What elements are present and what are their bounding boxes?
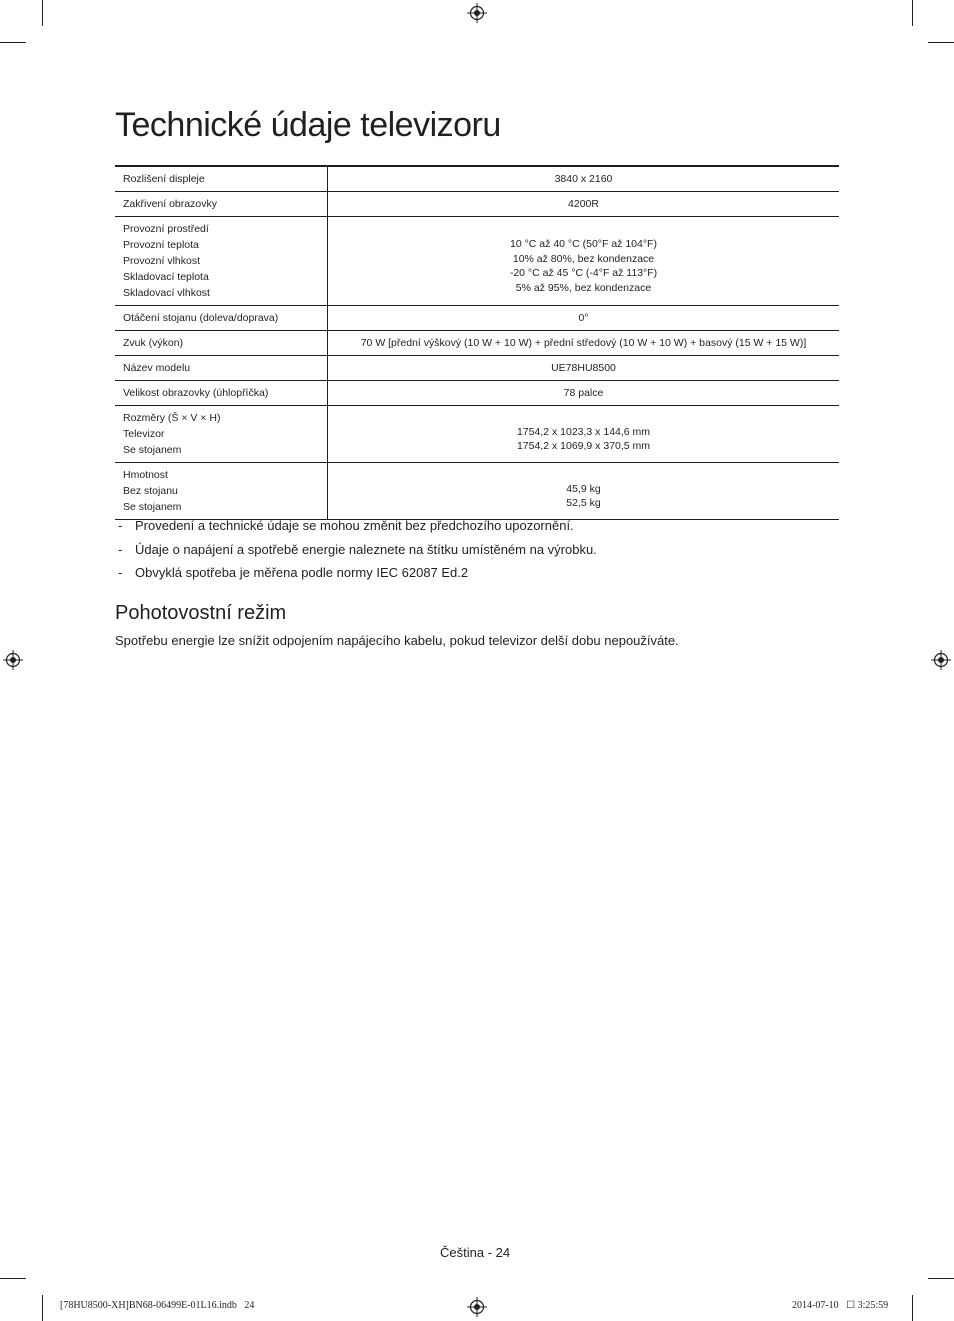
spec-value: 3840 x 2160 xyxy=(554,172,613,185)
crop-mark-top-left xyxy=(0,42,26,43)
table-row xyxy=(115,331,839,356)
spec-label: Skladovací teplota xyxy=(123,271,209,283)
spec-label-cell xyxy=(115,381,328,406)
spec-value-cell xyxy=(328,192,840,217)
note-text: Provedení a technické údaje se mohou změnit bez předchozího upozornění. xyxy=(135,518,574,533)
spec-value: 45,9 kg xyxy=(566,482,601,495)
table-row xyxy=(115,356,839,381)
registration-mark-icon xyxy=(3,650,23,670)
crop-mark-top-right xyxy=(928,42,954,43)
spec-label-cell xyxy=(115,217,328,306)
spec-label: Hmotnost xyxy=(123,469,168,481)
spec-label-cell xyxy=(115,192,328,217)
dash-bullet: - xyxy=(118,565,123,580)
list-item xyxy=(115,563,597,587)
spec-value: 0° xyxy=(578,311,589,324)
spec-value-cell xyxy=(328,306,840,331)
spec-value: 78 palce xyxy=(563,386,604,399)
dash-bullet: - xyxy=(118,541,123,557)
spec-value-cell xyxy=(328,217,840,306)
spec-value: 52,5 kg xyxy=(566,497,601,509)
spec-value: UE78HU8500 xyxy=(551,361,616,374)
spec-label-cell xyxy=(115,406,328,463)
crop-mark-bottom-right xyxy=(912,1295,913,1321)
crop-mark-bottom-left xyxy=(0,1278,26,1279)
spec-label: Provozní vlhkost xyxy=(123,255,201,267)
registration-mark-icon xyxy=(467,3,487,23)
footer-timestamp: 2014-07-10 ☐ 3:25:59 xyxy=(792,1300,889,1311)
section-text: Spotřebu energie lze snížit odpojením napájecího kabelu, pokud televizor delší dobu nepoužíváte. xyxy=(115,633,679,648)
spec-label: Otáčení stojanu (doleva/doprava) xyxy=(123,312,279,324)
section-title: Pohotovostní režim xyxy=(115,602,287,624)
table-row xyxy=(115,406,839,463)
spec-label: Televizor xyxy=(123,428,165,440)
table-row xyxy=(115,306,839,331)
table-row xyxy=(115,166,839,192)
spec-value: 5% až 95%, bez kondenzace xyxy=(515,281,652,294)
spec-value: 1754,2 x 1023,3 x 144,6 mm xyxy=(516,425,651,438)
crop-mark-bottom-right xyxy=(928,1278,954,1279)
spec-value-cell xyxy=(328,406,840,463)
spec-label-cell xyxy=(115,331,328,356)
spec-value: -20 °C až 45 °C (-4°F až 113°F) xyxy=(509,267,658,279)
spec-label: Velikost obrazovky (úhlopříčka) xyxy=(123,387,269,399)
note-text: Údaje o napájení a spotřebě energie naleznete na štítku umístěném na výrobku. xyxy=(135,541,597,557)
note-text: Obvyklá spotřeba je měřena podle normy IEC 62087 Ed.2 xyxy=(135,565,469,580)
spec-value-cell xyxy=(328,166,840,192)
spec-label: Zakřivení obrazovky xyxy=(123,198,217,210)
crop-mark-top-left xyxy=(42,0,43,26)
spec-label: Název modelu xyxy=(123,362,191,374)
spec-value-cell xyxy=(328,381,840,406)
registration-mark-icon xyxy=(931,650,951,670)
dash-bullet: - xyxy=(118,518,123,533)
spec-value: 10 °C až 40 °C (50°F až 104°F) xyxy=(510,238,657,250)
spec-value: 4200R xyxy=(568,197,599,210)
list-item xyxy=(115,540,597,564)
spec-value: 10% až 80%, bez kondenzace xyxy=(512,252,655,265)
crop-mark-top-right xyxy=(912,0,913,26)
spec-label: Rozměry (Š × V × H) xyxy=(123,412,221,424)
list-item xyxy=(115,516,597,540)
crop-mark-bottom-left xyxy=(42,1295,43,1321)
spec-value: 1754,2 x 1069,9 x 370,5 mm xyxy=(516,440,651,452)
footer-file-info: [78HU8500-XH]BN68-06499E-01L16.indb 24 xyxy=(60,1300,255,1311)
spec-value-cell xyxy=(328,331,840,356)
spec-label: Provozní prostředí xyxy=(123,223,209,235)
spec-label: Se stojanem xyxy=(123,444,182,456)
spec-label: Provozní teplota xyxy=(123,239,199,251)
spec-label-cell xyxy=(115,166,328,192)
table-row xyxy=(115,381,839,406)
spec-label-cell xyxy=(115,306,328,331)
table-row xyxy=(115,217,839,306)
spec-label: Bez stojanu xyxy=(123,485,178,497)
spec-value-cell xyxy=(328,356,840,381)
table-row xyxy=(115,192,839,217)
spec-label-cell xyxy=(115,463,328,520)
spec-table xyxy=(115,165,839,520)
page-number: Čeština - 24 xyxy=(440,1245,511,1260)
spec-label: Skladovací vlhkost xyxy=(123,287,210,299)
spec-label-cell xyxy=(115,356,328,381)
registration-mark-icon xyxy=(467,1297,487,1317)
spec-label: Rozlišení displeje xyxy=(123,173,205,185)
notes-list xyxy=(115,516,597,587)
page-title: Technické údaje televizoru xyxy=(115,106,501,144)
spec-label: Se stojanem xyxy=(123,501,182,513)
spec-value-cell xyxy=(328,463,840,520)
spec-value: 70 W [přední výškový (10 W + 10 W) + přední středový (10 W + 10 W) + basový (15 W + 15 W)] xyxy=(360,336,807,349)
table-row xyxy=(115,463,839,520)
spec-label: Zvuk (výkon) xyxy=(123,337,184,349)
